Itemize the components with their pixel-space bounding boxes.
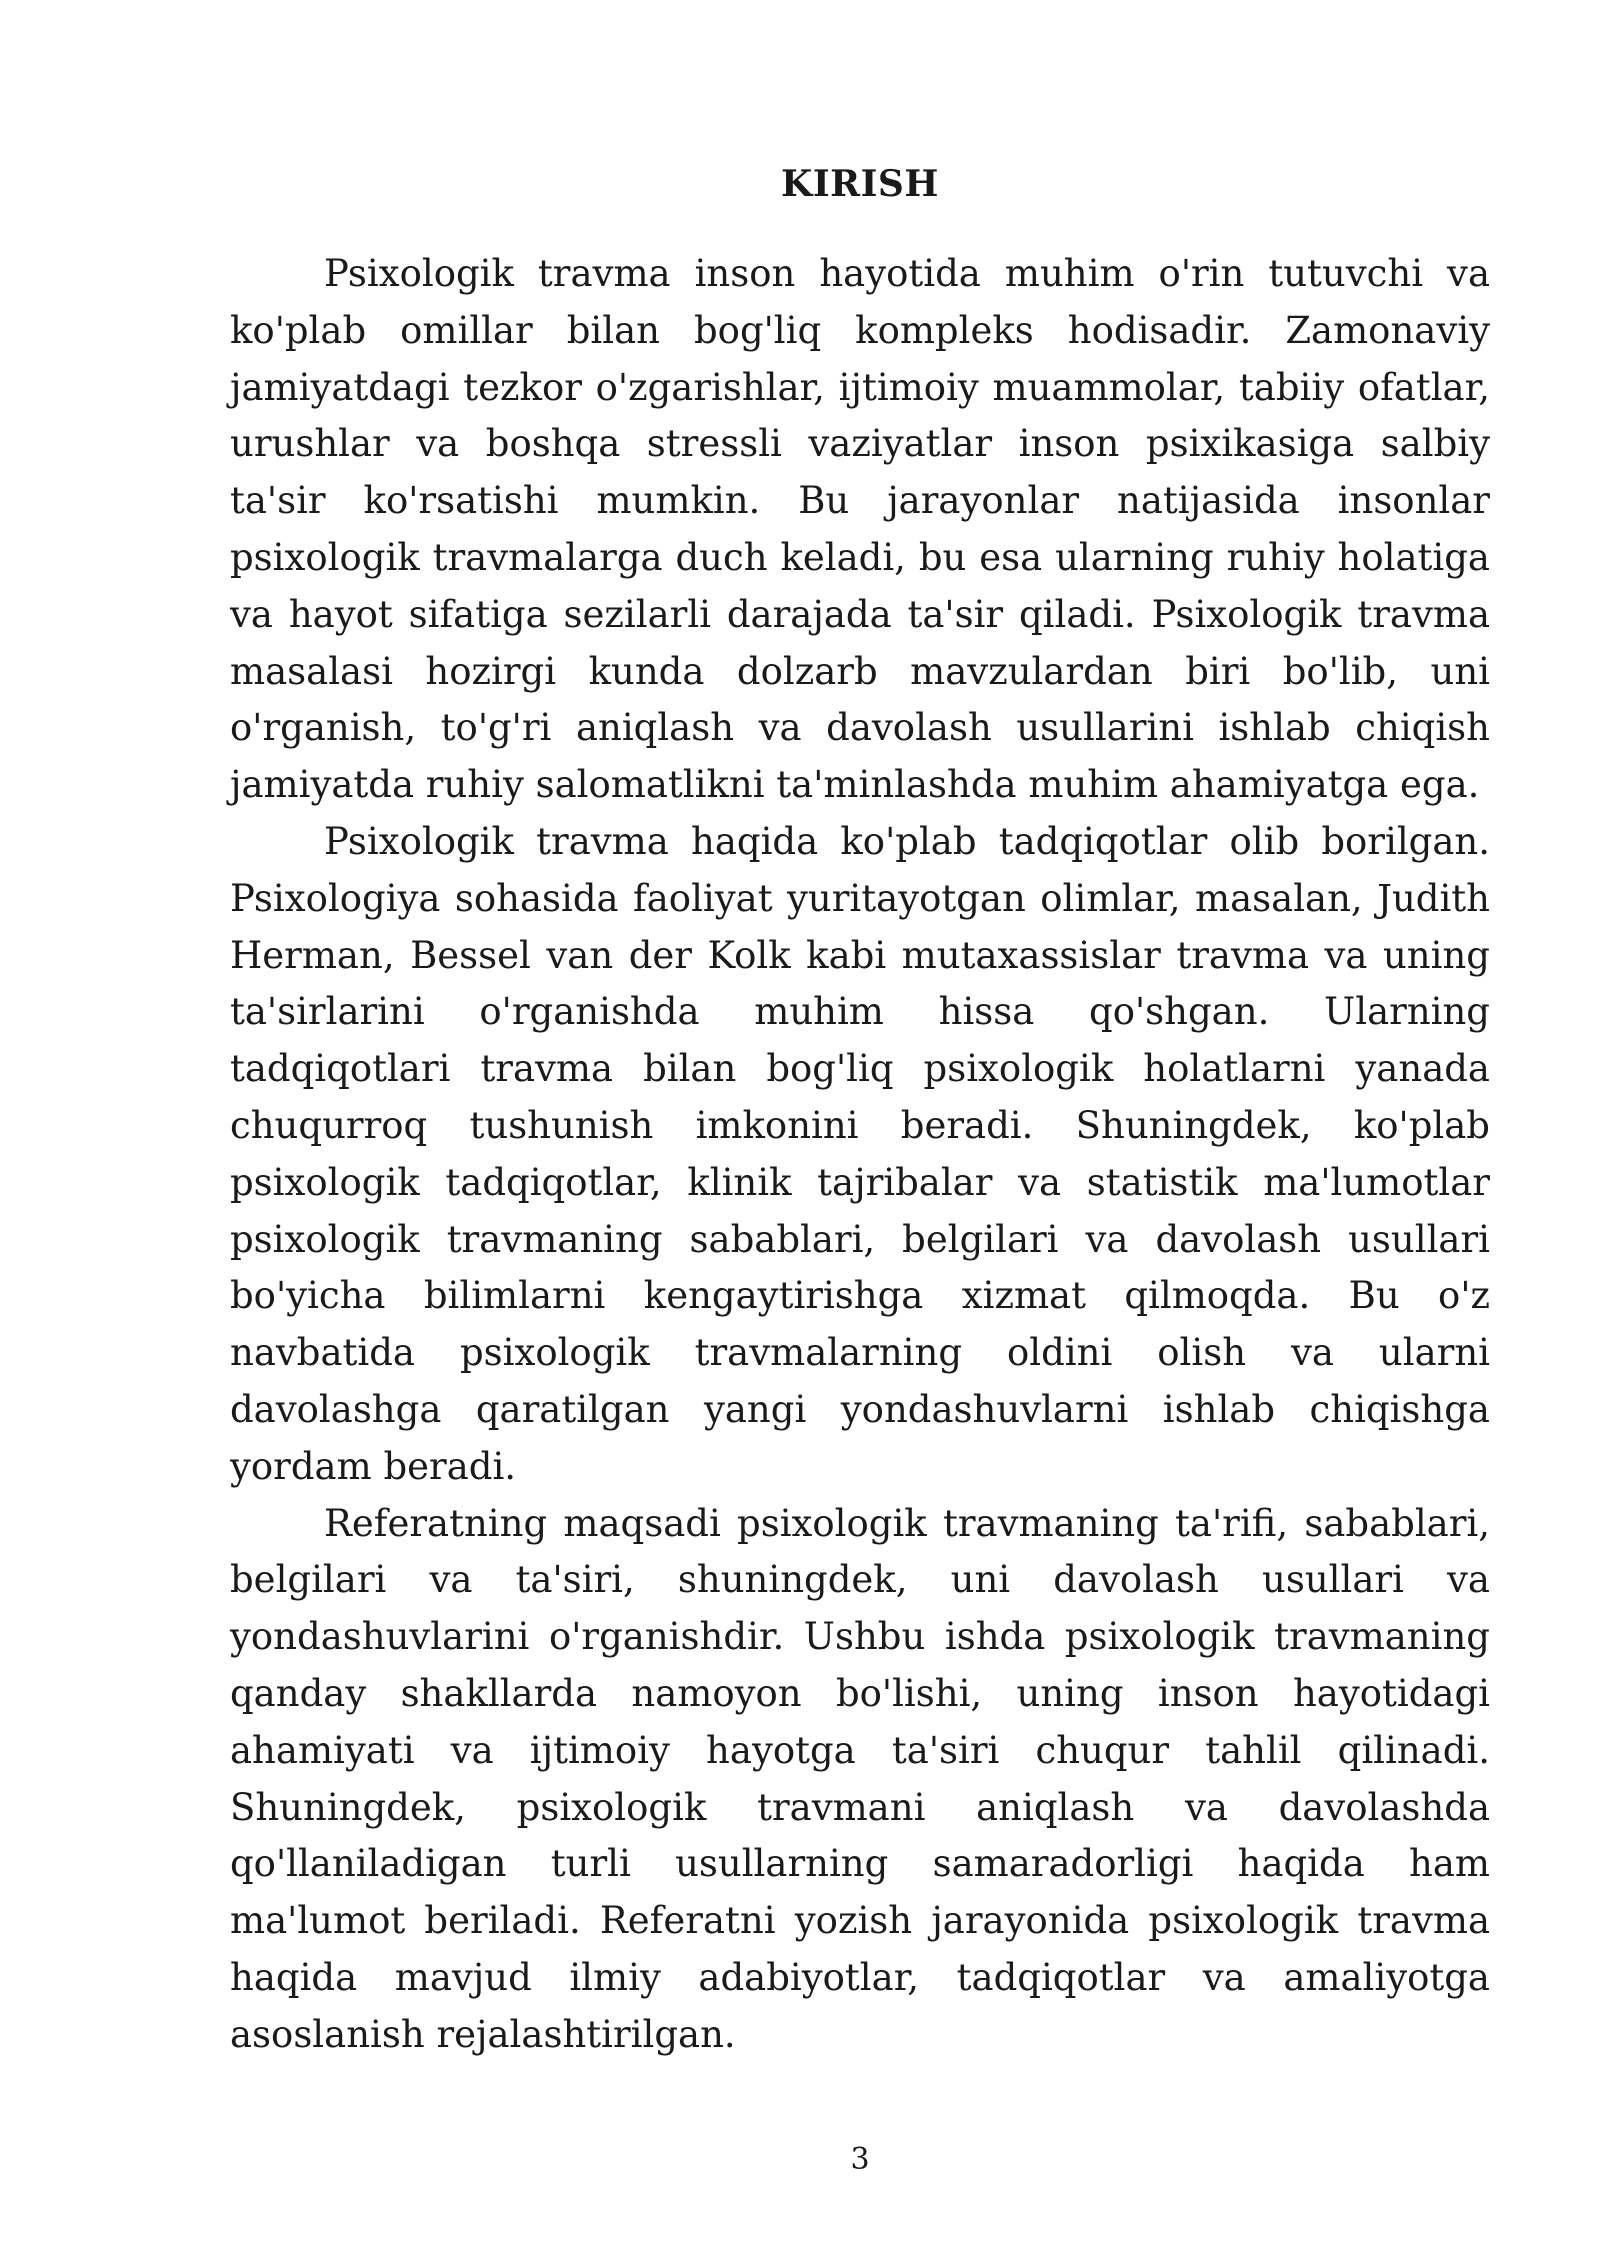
section-heading: KIRISH [781, 163, 939, 205]
page-number: 3 [850, 2142, 870, 2177]
body-text [230, 246, 1490, 2064]
paragraph-2: Psixologik travma haqida ko'plab tadqiqotlar olib borilgan. Psixologiya sohasida faoliyat yuritayotgan olimlar, masalan, Judith Herman, Bessel van der Kolk kabi mutaxassislar travma va uning ta'sirlarini o'rganishda muhim hissa qo'shgan. Ularning tadqiqotlari travma bilan bog'liq psixologik holatlarni yanada chuqurroq tushunish imkonini beradi. Shuningdek, ko'plab psixologik tadqiqotlar, klinik tajribalar va statistik ma'lumotlar psixologik travmaning sabablari, belgilari va davolash usullari bo'yicha bilimlarni kengaytirishga xizmat qilmoqda. Bu o'z navbatida psixologik travmalarning oldini olish va ularni davolashga qaratilgan yangi yondashuvlarni ishlab chiqishga yordam beradi. [230, 819, 1490, 1488]
paragraph-3: Referatning maqsadi psixologik travmaning ta'rifi, sabablari, belgilari va ta'siri, shuningdek, uni davolash usullari va yondashuvlarini o'rganishdir. Ushbu ishda psixologik travmaning qanday shakllarda namoyon bo'lishi, uning inson hayotidagi ahamiyati va ijtimoiy hayotga ta'siri chuqur tahlil qilinadi. Shuningdek, psixologik travmani aniqlash va davolashda qo'llaniladigan turli usullarning samaradorligi haqida ham ma'lumot beriladi. Referatni yozish jarayonida psixologik travma haqida mavjud ilmiy adabiyotlar, tadqiqotlar va amaliyotga asoslanish rejalashtirilgan. [230, 1501, 1490, 2056]
paragraph-1: Psixologik travma inson hayotida muhim o'rin tutuvchi va ko'plab omillar bilan bog'liq kompleks hodisadir. Zamonaviy jamiyatdagi tezkor o'zgarishlar, ijtimoiy muammolar, tabiiy ofatlar, urushlar va boshqa stressli vaziyatlar inson psixikasiga salbiy ta'sir ko'rsatishi mumkin. Bu jarayonlar natijasida insonlar psixologik travmalarga duch keladi, bu esa ularning ruhiy holatiga va hayot sifatiga sezilarli darajada ta'sir qiladi. Psixologik travma masalasi hozirgi kunda dolzarb mavzulardan biri bo'lib, uni o'rganish, to'g'ri aniqlash va davolash usullarini ishlab chiqish jamiyatda ruhiy salomatlikni ta'minlashda muhim ahamiyatga ega. [230, 252, 1490, 807]
